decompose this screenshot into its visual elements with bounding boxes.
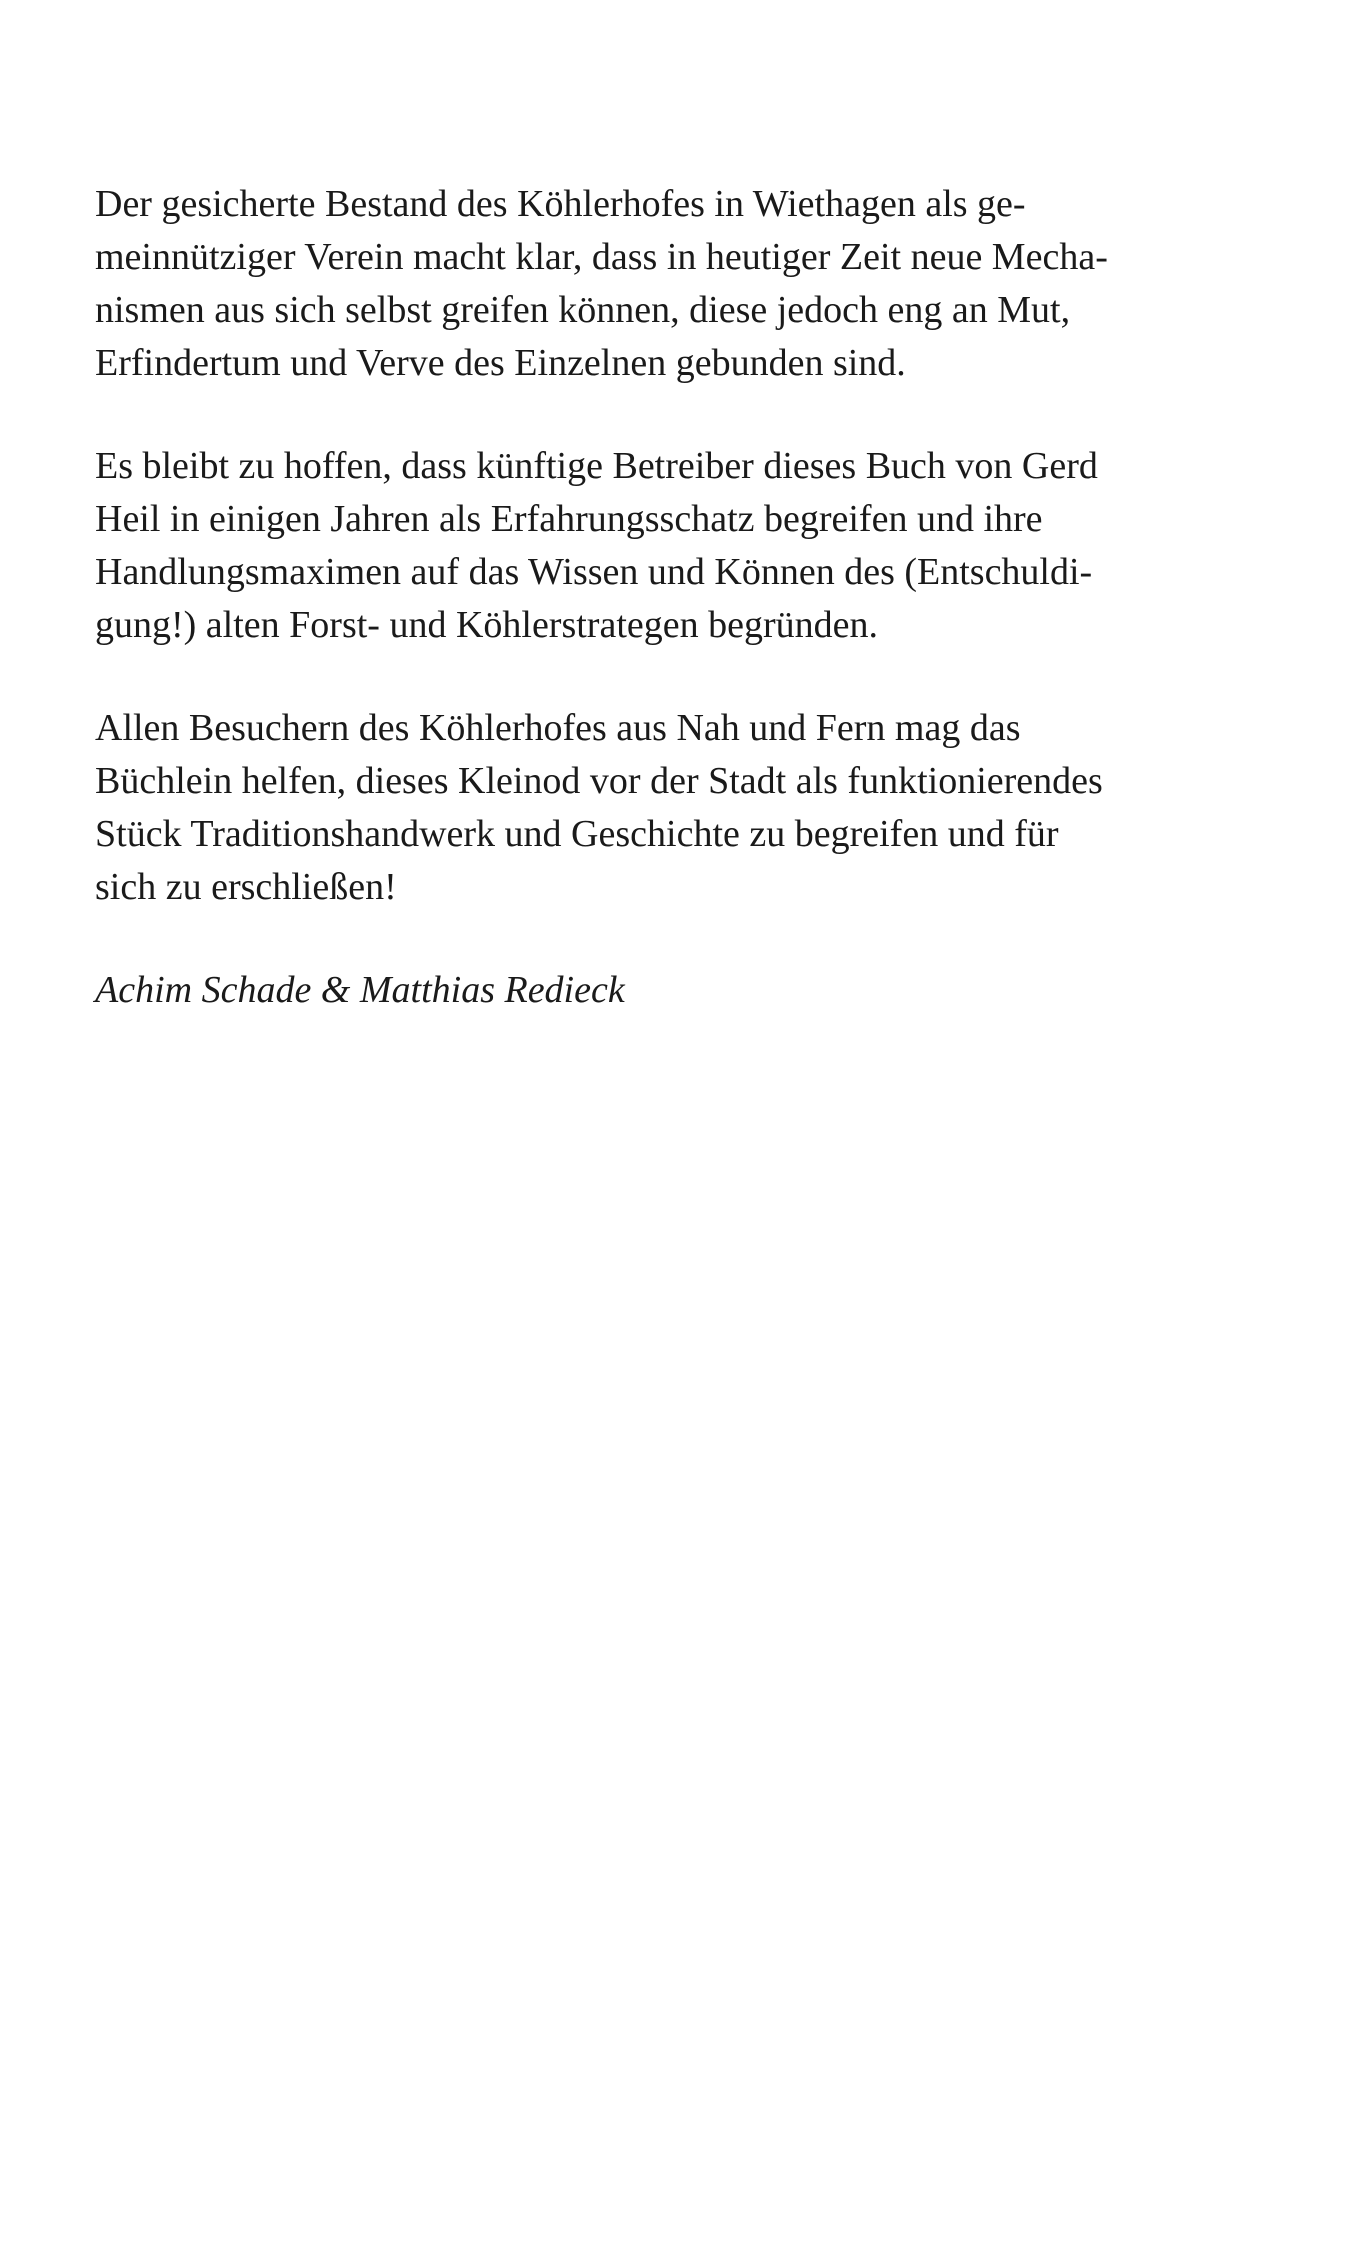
text-line: Allen Besuchern des Köhlerhofes aus Nah und Fern mag das (95, 707, 1021, 749)
text-line: Handlungsmaximen auf das Wissen und Können des (Entschuldi- (95, 551, 1093, 593)
text-line: sich zu erschließen! (95, 866, 397, 908)
paragraph-2 (95, 440, 1235, 652)
text-line: nismen aus sich selbst greifen können, diese jedoch eng an Mut, (95, 289, 1071, 331)
text-line: gung!) alten Forst- und Köhlerstrategen begründen. (95, 604, 879, 646)
body-text (95, 178, 1235, 1017)
text-line: Es bleibt zu hoffen, dass künftige Betreiber dieses Buch von Gerd (95, 445, 1098, 487)
text-line: Der gesicherte Bestand des Köhlerhofes in Wiethagen als ge- (95, 183, 1026, 225)
text-line: Erfindertum und Verve des Einzelnen gebunden sind. (95, 342, 906, 384)
author-signature: Achim Schade & Matthias Redieck (95, 969, 625, 1011)
text-line: Büchlein helfen, dieses Kleinod vor der Stadt als funktionierendes (95, 760, 1103, 802)
text-line: Heil in einigen Jahren als Erfahrungsschatz begreifen und ihre (95, 498, 1043, 540)
paragraph-1 (95, 178, 1235, 390)
text-line: meinnütziger Verein macht klar, dass in heutiger Zeit neue Mecha- (95, 236, 1108, 278)
text-line: Stück Traditionshandwerk und Geschichte zu begreifen und für (95, 813, 1059, 855)
paragraph-3 (95, 702, 1235, 914)
